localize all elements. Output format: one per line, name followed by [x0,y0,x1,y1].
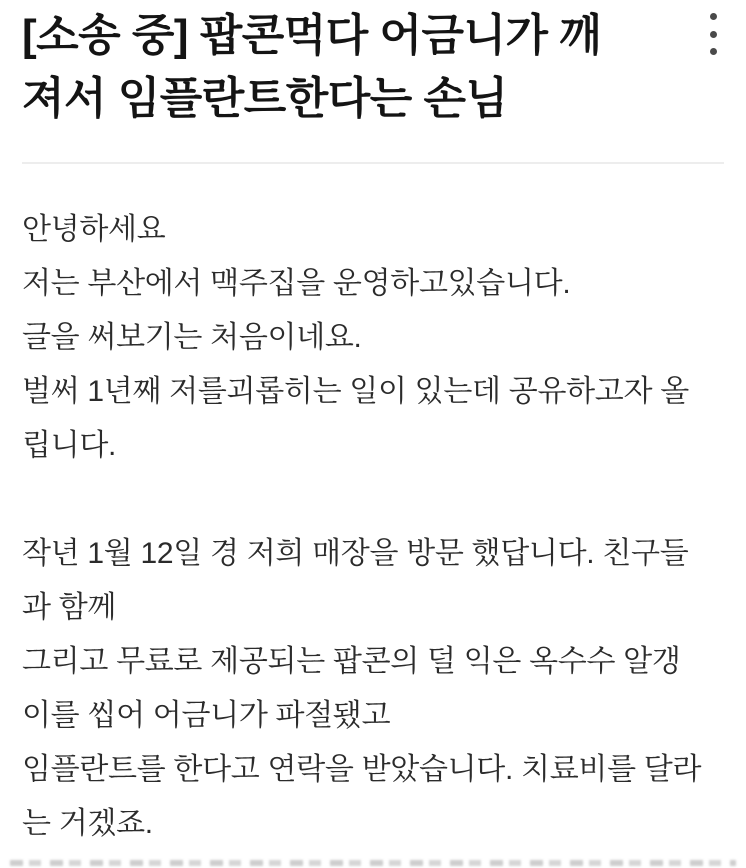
post-body [22,203,728,851]
kebab-dot [710,48,717,55]
body-text-line: 글을 써보기는 처음이네요. [22,321,362,354]
kebab-menu-icon[interactable] [708,13,718,55]
body-text-line: 과 함께 [22,591,117,624]
body-text-line: 이를 씹어 어금니가 파절됐고 [22,699,391,732]
body-text-line: 립니다. [22,429,117,462]
body-text-line: 작년 1월 12일 경 저희 매장을 방문 했답니다. 친구들 [22,537,689,570]
post-title-line: [소송 중] 팝콘먹다 어금니가 깨 [22,11,602,60]
body-text-line: 는 거겠죠. [22,807,153,840]
post-title-line: 져서 임플란트한다는 손님 [22,74,508,123]
body-text-line-empty [22,473,728,527]
body-text-line: 저는 부산에서 맥주집을 운영하고있습니다. [22,267,571,300]
clipped-next-text-line [10,860,736,866]
body-text-line: 임플란트를 한다고 연락을 받았습니다. 치료비를 달라 [22,753,702,786]
body-text-line: 안녕하세요 [22,213,166,246]
body-text-line: 그리고 무료로 제공되는 팝콘의 덜 익은 옥수수 알갱 [22,645,681,678]
body-text-line: 벌써 1년째 저를괴롭히는 일이 있는데 공유하고자 올 [22,375,689,408]
kebab-dot [710,13,717,20]
post-title [22,4,672,130]
title-body-divider [22,162,724,164]
kebab-dot [710,31,717,38]
